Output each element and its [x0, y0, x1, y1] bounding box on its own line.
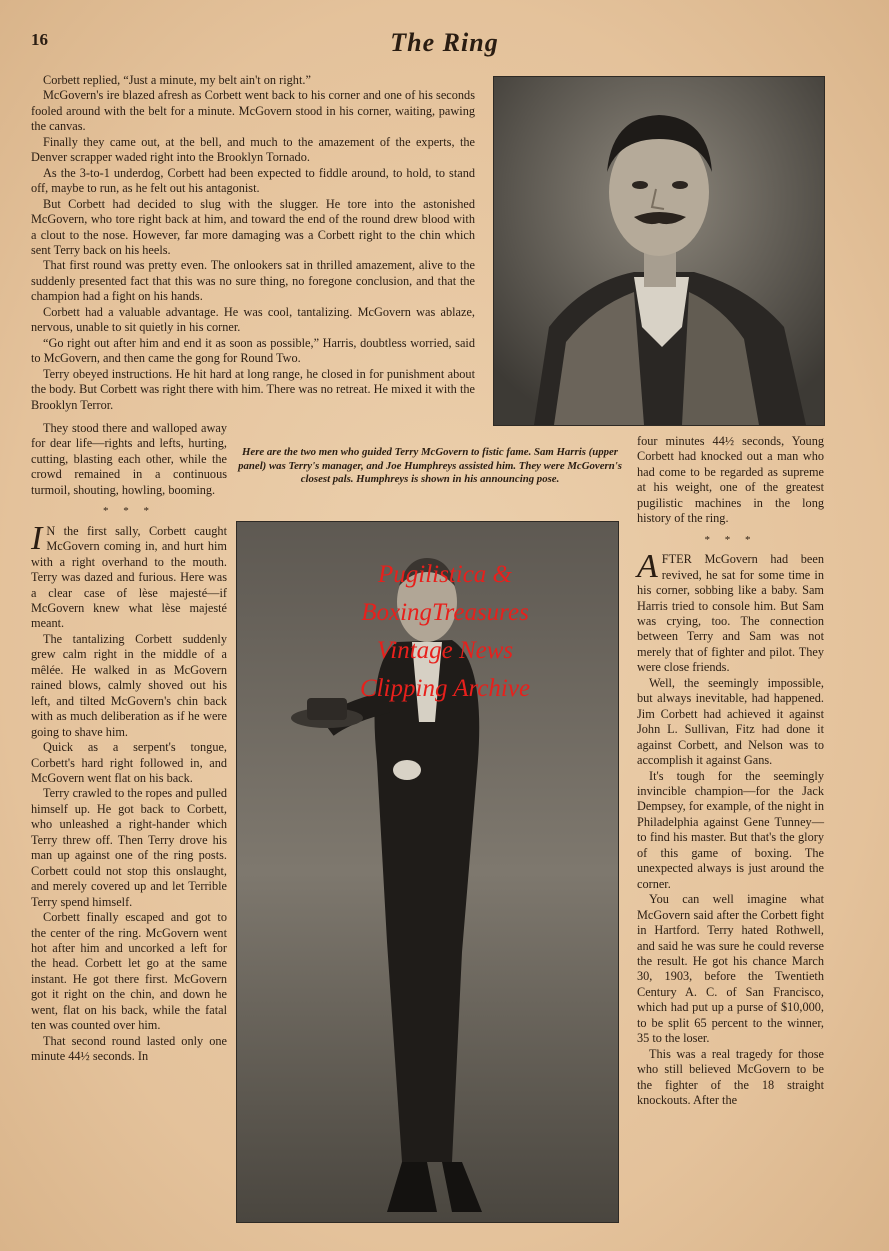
watermark-line: Vintage News [376, 637, 514, 664]
paragraph-dropcap [31, 519, 227, 632]
top-text-block [31, 73, 475, 413]
paragraph: “Go right out after him and end it as soon as possible,” Harris, doubtless worried, said to McGovern, and then came the gong for Round Two. [31, 335, 475, 366]
dropcap: I [31, 519, 43, 557]
left-column [31, 421, 227, 1065]
paragraph: Terry crawled to the ropes and pulled himself up. He got back to Corbett, who unleashed a right-hander which Terry threw off. Then Terry drove his man up against one of the ring posts. Corbett could not stop this onslaught, and merely covered up and let Terrible Terry spend himself. [31, 786, 227, 909]
paragraph: Corbett replied, “Just a minute, my belt ain't on right.” [43, 73, 311, 87]
magazine-title: The Ring [390, 28, 499, 57]
paragraph-dropcap [637, 548, 824, 676]
paragraph: Quick as a serpent's tongue, Corbett's hard right followed in, and McGovern went flat on his back. [31, 740, 227, 785]
paragraph: McGovern's ire blazed afresh as Corbett went back to his corner and one of his seconds fooled around with the belt for a minute. McGovern stood in his corner, waiting, pawing the canvas. [31, 88, 475, 134]
page-number: 16 [31, 30, 48, 49]
photo-caption: Here are the two men who guided Terry McGovern to fistic fame. Sam Harris (upper panel) was Terry's manager, and Joe Humphreys assisted him. They were McGovern's closest pals. Humphreys is shown in his announcing pose. [238, 446, 622, 486]
paragraph: That first round was pretty even. The onlookers sat in thrilled amazement, alive to the suddenly presented fact that this was no sure thing, no foregone conclusion, and that the champion had a fight on his hands. [31, 258, 475, 304]
paragraph: Finally they came out, at the bell, and much to the amazement of the experts, the Denver scrapper waded right into the Brooklyn Tornado. [31, 134, 475, 165]
paragraph: The tantalizing Corbett suddenly grew calm right in the middle of a mêlée. He walked in as McGovern rained blows, calmly shoved out his left, and tilted McGovern's chin back with as much deliberation as if he were going to shave him. [31, 631, 227, 739]
section-break: * * * [103, 505, 155, 518]
paragraph: You can well imagine what McGovern said after the Corbett fight in Hartford. Terry hated Rothwell, and said he was sure he could reverse the result. He got his chance March 30, 1903, before the Twentieth Century A. C. of San Francisco, which had put up a purse of $10,000, to be split 65 percent to the winner, 35 to the loser. [637, 892, 824, 1046]
dropcap-text: N the first sally, Corbett caught McGovern coming in, and hurt him with a right overhand to the mouth. Terry was dazed and furious. Here was a clear case of lèse majesté—if McGovern knew what lèse majesté meant. [31, 523, 227, 631]
paragraph: It's tough for the seemingly invincible champion—for the Jack Dempsey, for example, of the night in Philadelphia against Gene Tunney—to find his master. But that's the glory of this game of boxing. The unexpected always is just around the corner. [637, 768, 824, 891]
paragraph: But Corbett had decided to slug with the slugger. He tore into the astonished McGovern, who tore right back at him, and toward the end of the round drew blood with a clout to the nose. However, far more damaging was a Corbett right to the chin which sent Terry back on his heels. [31, 196, 475, 257]
paragraph: They stood there and walloped away for dear life—rights and lefts, hurting, cutting, blasting each other, while the crowd remained in a continuous turmoil, shouting, howling, booming. [31, 421, 227, 497]
paragraph: This was a real tragedy for those who still believed McGovern to be the fighter of the 18 straight knockouts. After the [637, 1046, 824, 1108]
watermark-line: Clipping Archive [359, 675, 531, 702]
paragraph: Corbett finally escaped and got to the center of the ring. McGovern went hot after him and uncorked a left for the head. Corbett let go at the same instant. He got there first. McGovern got it right on the chin, and down he went, flat on his back, while the fatal ten was counted over him. [31, 910, 227, 1033]
paragraph: Corbett had a valuable advantage. He was cool, tantalizing. McGovern was ablaze, nervous, unable to sit quietly in his corner. [31, 304, 475, 335]
paragraph: four minutes 44½ seconds, Young Corbett had knocked out a man who had come to be regarded as supreme at his weight, one of the greatest pugilistic machines in the long history of the ring. [637, 434, 824, 526]
portrait-illustration [494, 77, 824, 425]
watermark-line: Pugilistica & [377, 561, 513, 588]
paragraph: That second round lasted only one minute 44½ seconds. In [31, 1033, 227, 1064]
paragraph: As the 3-to-1 underdog, Corbett had been expected to fiddle around, to hold, to stand off, maybe to run, as he felt out his antagonist. [31, 165, 475, 196]
paragraph: Well, the seemingly impossible, but always inevitable, had happened. Jim Corbett had achieved it against John L. Sullivan, Fitz had done it against Corbett, and Nelson was to accomplish it against Gans. [637, 675, 824, 768]
section-break: * * * [704, 533, 757, 546]
dropcap-text: FTER McGovern had been revived, he sat for some time in his corner, sobbing like a baby. Sam Harris tried to console him. But Sam was crying, too. The connection between Terry and Sam was not merely that of fighter and pilot. They were close friends. [637, 552, 824, 675]
portrait-photo-harris [493, 76, 825, 426]
dropcap: A [637, 548, 658, 586]
watermark-line: BoxingTreasures [361, 599, 529, 626]
paragraph: Terry obeyed instructions. He hit hard at long range, he closed in for punishment about the body. But Corbett was right there with him. There was no retreat. He mixed it with the Brooklyn Terror. [31, 366, 475, 412]
watermark [300, 556, 590, 708]
right-column [637, 434, 824, 1108]
